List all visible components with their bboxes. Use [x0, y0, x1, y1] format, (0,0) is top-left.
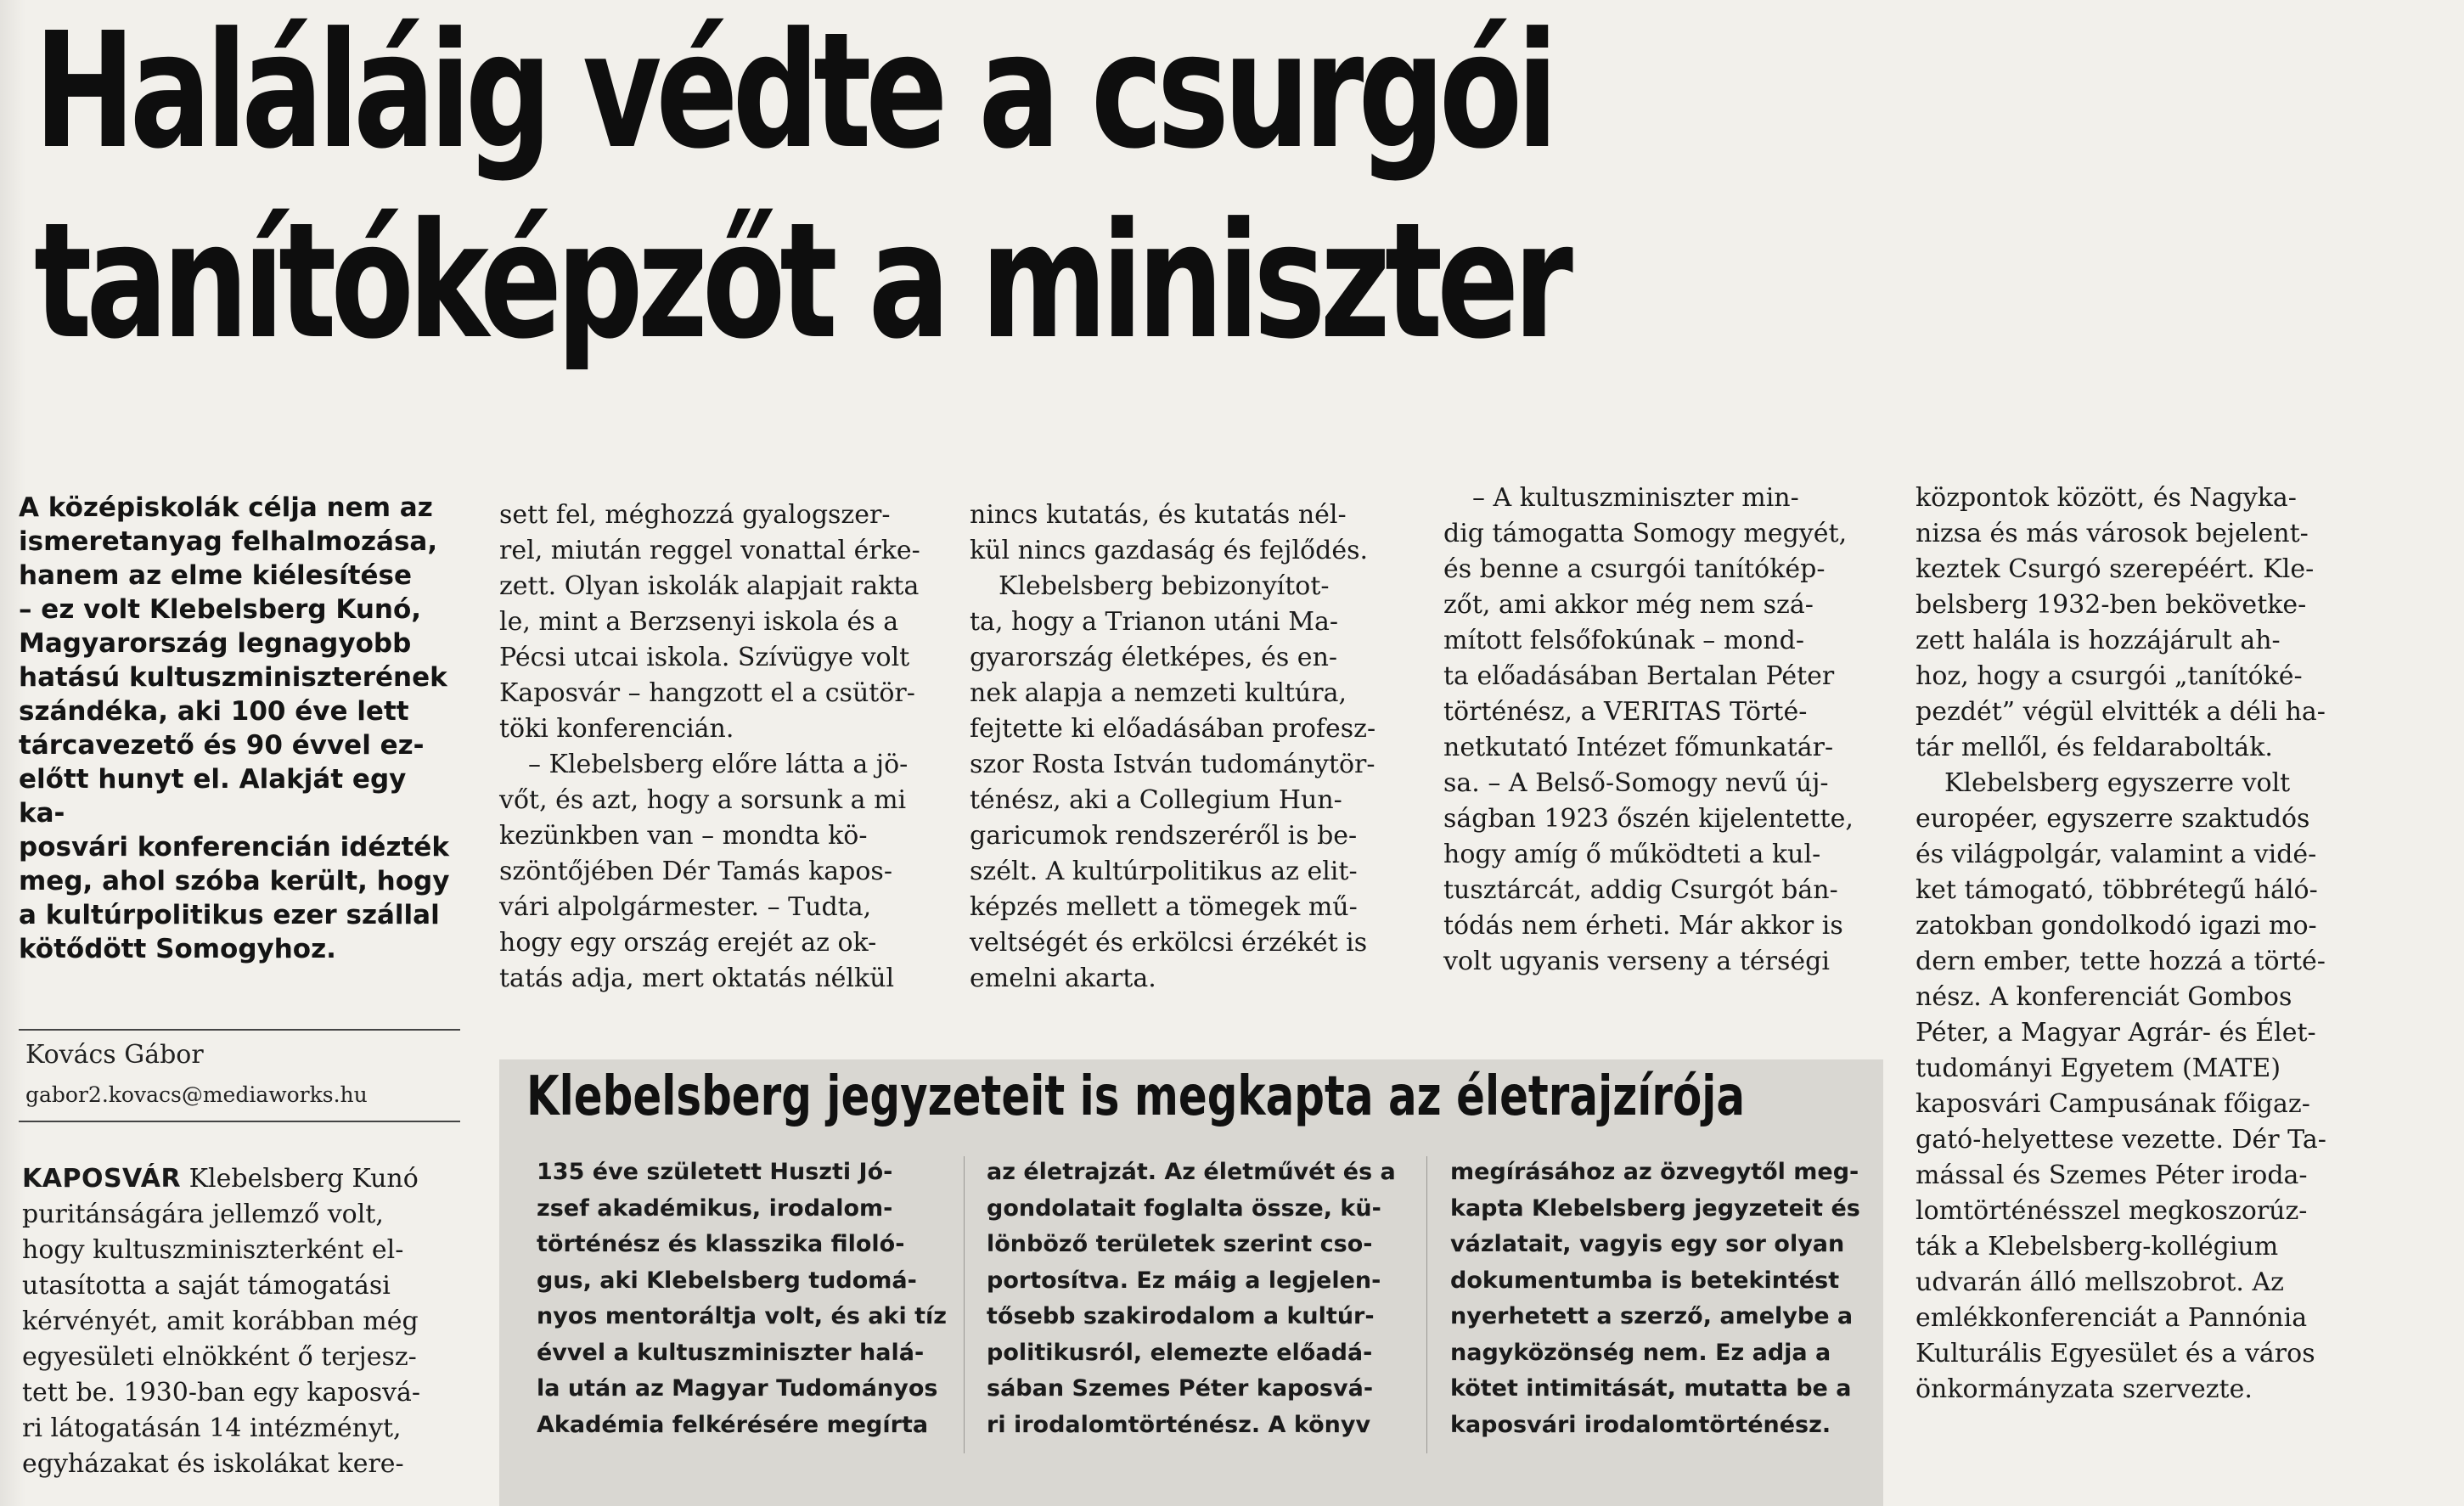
box-line: gondolatait foglalta össze, kü- [987, 1194, 1381, 1222]
body-line: hogy amíg ő működteti a kul- [1443, 840, 1821, 869]
body-line: dern ember, tette hozzá a törté- [1916, 947, 2326, 976]
body-line: garicumok rendszeréről is be- [970, 821, 1358, 851]
body-line: Pécsi utcai iskola. Szívügye volt [499, 643, 910, 672]
body-line: – A kultuszminiszter min- [1472, 483, 1799, 513]
body-line: nek alapja a nemzeti kultúra, [970, 678, 1347, 708]
body-line: ságban 1923 őszén kijelentette, [1443, 804, 1854, 834]
body-line: és világpolgár, valamint a vidé- [1916, 840, 2317, 869]
box-line: la után az Magyar Tudományos [537, 1375, 938, 1402]
body-line: ta, hogy a Trianon utáni Ma- [970, 607, 1339, 637]
body-line: tódás nem érheti. Már akkor is [1443, 911, 1843, 941]
box-line: vázlatait, vagyis egy sor olyan [1450, 1231, 1845, 1257]
body-line: emlékkonferenciát a Pannónia [1916, 1303, 2308, 1333]
lead-line: – ez volt Klebelsberg Kunó, [19, 594, 422, 625]
body-line: mított felsőfokúnak – mond- [1443, 626, 1805, 655]
box-line: dokumentumba is betekintést [1450, 1267, 1840, 1294]
sidebar-box-column-2 [987, 1155, 1411, 1443]
lead-line: kötődött Somogyhoz. [19, 934, 336, 964]
box-line: az életrajzát. Az életművét és a [987, 1159, 1396, 1185]
body-line: pezdét” végül elvitték a déli ha- [1916, 697, 2326, 727]
headline-line-1: Haláláig védte a csurgói [34, 0, 1553, 184]
body-line: ta előadásában Bertalan Péter [1443, 661, 1835, 691]
sidebar-box-column-3 [1450, 1155, 1875, 1443]
body-line: hoz, hogy a csurgói „tanítóké- [1916, 661, 2303, 691]
body-line: töki konferencián. [499, 714, 734, 744]
body-line: egyházakat és iskolákat kere- [22, 1449, 404, 1479]
body-line: központok között, és Nagyka- [1916, 483, 2297, 513]
box-line: történész és klasszika filoló- [537, 1231, 905, 1257]
body-line: zőt, ami akkor még nem szá- [1443, 590, 1814, 620]
body-line: ket támogató, többrétegű háló- [1916, 875, 2318, 905]
body-column-2 [499, 497, 932, 997]
sidebar-box-column-1 [537, 1155, 961, 1443]
body-line: tusztárcát, addig Csurgót bán- [1443, 875, 1838, 905]
byline-author: Kovács Gábor [25, 1040, 204, 1070]
body-line: Péter, a Magyar Agrár- és Élet- [1916, 1018, 2316, 1048]
body-line: zett. Olyan iskolák alapjait rakta [499, 571, 920, 601]
box-line: tősebb szakirodalom a kultúr- [987, 1303, 1375, 1329]
headline-line-2: tanítóképzőt a miniszter [34, 188, 1568, 374]
box-line: megírásához az özvegytől meg- [1450, 1159, 1859, 1185]
body-column-4 [1443, 480, 1885, 980]
box-line: kötet intimitását, mutatta be a [1450, 1375, 1852, 1402]
box-column-divider [964, 1156, 965, 1453]
box-line: gus, aki Klebelsberg tudomá- [537, 1267, 917, 1294]
body-line: Kulturális Egyesület és a város [1916, 1339, 2315, 1368]
body-line: tett be. 1930-ban egy kaposvá- [22, 1378, 421, 1408]
body-line: – Klebelsberg előre látta a jö- [528, 750, 909, 779]
lead-line: ismeretanyag felhalmozása, [19, 526, 438, 557]
body-column-5 [1916, 480, 2357, 1408]
body-line: szélt. A kultúrpolitikus az elit- [970, 857, 1358, 886]
body-line: lomtörténésszel megkoszorúz- [1916, 1196, 2308, 1226]
body-line: rel, miután reggel vonattal érke- [499, 536, 920, 565]
body-line: szöntőjében Dér Tamás kapos- [499, 857, 892, 886]
lead-line: előtt hunyt el. Alakját egy ka- [19, 764, 407, 829]
lead-line: Magyarország legnagyobb [19, 628, 412, 659]
body-line: volt ugyanis verseny a térségi [1443, 947, 1830, 976]
body-line: kérvényét, amit korábban még [22, 1307, 419, 1336]
box-line: 135 éve született Huszti Jó- [537, 1159, 893, 1185]
body-line: szor Rosta István tudománytör- [970, 750, 1375, 779]
box-line: ri irodalomtörténész. A könyv [987, 1411, 1371, 1438]
body-line: européer, egyszerre szaktudós [1916, 804, 2310, 834]
body-line: vári alpolgármester. – Tudta, [499, 892, 872, 922]
bleed-through-right [2292, 0, 2462, 475]
body-line: tatás adja, mert oktatás nélkül [499, 964, 895, 993]
box-line: sában Szemes Péter kaposvá- [987, 1375, 1374, 1402]
body-line: le, mint a Berzsenyi iskola és a [499, 607, 899, 637]
body-line: veltségét és erkölcsi érzékét is [970, 928, 1368, 958]
body-column-3 [970, 497, 1409, 997]
sidebar-box-title: Klebelsberg jegyzeteit is megkapta az életrajzírója [526, 1065, 1746, 1128]
body-line: ták a Klebelsberg-kollégium [1916, 1232, 2279, 1262]
body-line: egyesületi elnökként ő terjesz- [22, 1342, 417, 1372]
body-line: hogy kultuszminiszterként el- [22, 1235, 404, 1265]
box-line: nyos mentoráltja volt, és aki tíz [537, 1303, 947, 1329]
lead-line: hatású kultuszminiszterének [19, 662, 447, 693]
body-line: gyarország életképes, és en- [970, 643, 1338, 672]
body-line: képzés mellett a tömegek mű- [970, 892, 1358, 922]
body-line: gató-helyettese vezette. Dér Ta- [1916, 1125, 2326, 1155]
body-line: puritánságára jellemző volt, [22, 1200, 384, 1229]
body-line: keztek Csurgó szerepéért. Kle- [1916, 554, 2315, 584]
body-line: netkutató Intézet főmunkatár- [1443, 733, 1834, 762]
body-column-1 [22, 1161, 464, 1482]
body-line: és benne a csurgói tanítókép- [1443, 554, 1825, 584]
box-line: kaposvári irodalomtörténész. [1450, 1411, 1831, 1438]
lead-line: hanem az elme kiélesítése [19, 560, 413, 591]
dateline: KAPOSVÁR [22, 1164, 182, 1194]
body-line: kezünkben van – mondta kö- [499, 821, 868, 851]
lead-line: meg, ahol szóba került, hogy [19, 866, 450, 896]
box-line: politikusról, elemezte előadá- [987, 1339, 1373, 1366]
byline-rule-top [19, 1029, 460, 1031]
lead-line: tárcavezető és 90 évvel ez- [19, 730, 425, 761]
box-line: nagyközönség nem. Ez adja a [1450, 1339, 1831, 1366]
lead-paragraph [19, 491, 460, 966]
byline-rule-bottom [19, 1121, 460, 1122]
body-line: fejtette ki előadásában profesz- [970, 714, 1376, 744]
body-line: hogy egy ország erejét az ok- [499, 928, 877, 958]
body-line: mással és Szemes Péter iroda- [1916, 1160, 2308, 1190]
lead-line: posvári konferencián idézték [19, 832, 449, 863]
body-line: Klebelsberg bebizonyítot- [999, 571, 1330, 601]
body-line: nész. A konferenciát Gombos [1916, 982, 2292, 1012]
box-line: lönböző területek szerint cso- [987, 1231, 1373, 1257]
box-column-divider [1426, 1156, 1427, 1453]
body-line: Kaposvár – hangzott el a csütör- [499, 678, 915, 708]
body-line: tár mellől, és feldarabolták. [1916, 733, 2273, 762]
body-line: emelni akarta. [970, 964, 1156, 993]
box-line: nyerhetett a szerző, amelybe a [1450, 1303, 1854, 1329]
box-line: kapta Klebelsberg jegyzeteit és [1450, 1194, 1860, 1222]
body-line: kül nincs gazdaság és fejlődés. [970, 536, 1368, 565]
body-line: vőt, és azt, hogy a sorsunk a mi [499, 785, 907, 815]
box-line: évvel a kultuszminiszter halá- [537, 1339, 925, 1366]
box-line: zsef akadémikus, irodalom- [537, 1194, 893, 1222]
body-line: nincs kutatás, és kutatás nél- [970, 500, 1347, 530]
box-line: portosítva. Ez máig a legjelen- [987, 1267, 1381, 1294]
body-line: kaposvári Campusának főigaz- [1916, 1089, 2310, 1119]
body-line: zatokban gondolkodó igazi mo- [1916, 911, 2317, 941]
body-line: sett fel, méghozzá gyalogszer- [499, 500, 891, 530]
body-line: tudományi Egyetem (MATE) [1916, 1054, 2281, 1083]
box-line: Akadémia felkérésére megírta [537, 1411, 929, 1438]
body-line: dig támogatta Somogy megyét, [1443, 519, 1848, 548]
byline-email: gabor2.kovacs@mediaworks.hu [25, 1082, 368, 1107]
lead-line: szándéka, aki 100 éve lett [19, 696, 409, 727]
body-line: nizsa és más városok bejelent- [1916, 519, 2309, 548]
body-line: ténész, aki a Collegium Hun- [970, 785, 1342, 815]
lead-line: A középiskolák célja nem az [19, 492, 433, 523]
body-line: KAPOSVÁR Klebelsberg Kunó [22, 1164, 419, 1194]
lead-line: a kultúrpolitikus ezer szállal [19, 900, 440, 930]
body-line: ri látogatásán 14 intézményt, [22, 1413, 402, 1443]
body-line: zett halála is hozzájárult ah- [1916, 626, 2281, 655]
body-line: udvarán álló mellszobrot. Az [1916, 1267, 2284, 1297]
body-line: Klebelsberg egyszerre volt [1944, 768, 2291, 798]
body-line: történész, a VERITAS Törté- [1443, 697, 1808, 727]
body-line: belsberg 1932-ben bekövetke- [1916, 590, 2307, 620]
body-line: utasította a saját támogatási [22, 1271, 391, 1301]
body-line: sa. – A Belső-Somogy nevű új- [1443, 768, 1829, 798]
body-line: önkormányzata szervezte. [1916, 1374, 2253, 1404]
